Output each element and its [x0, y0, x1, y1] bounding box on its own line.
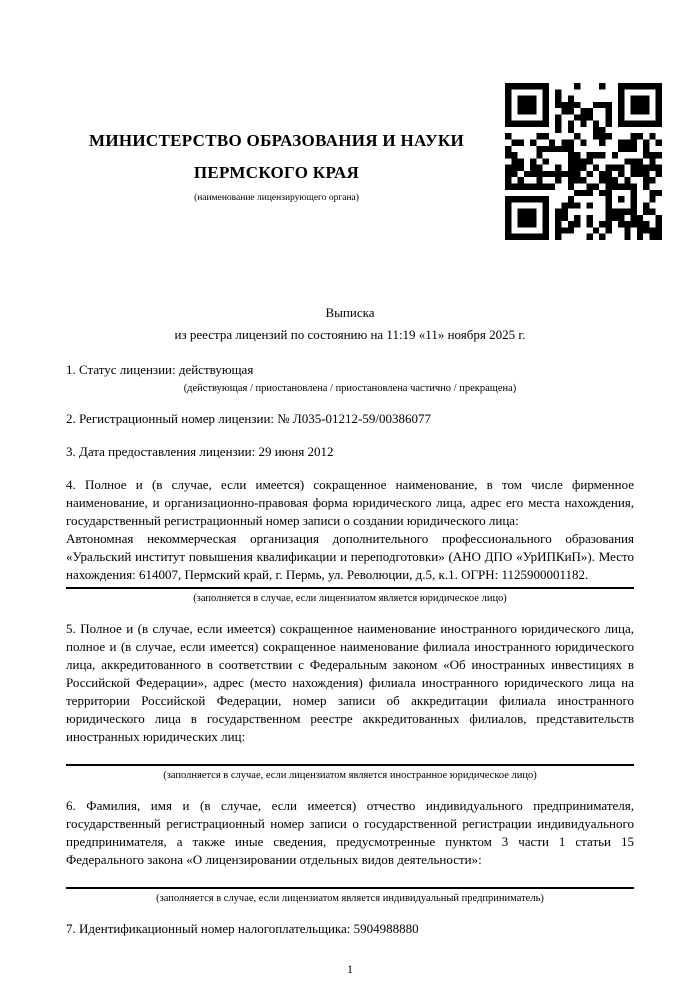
item-foreign-entity-info [66, 620, 634, 782]
registration-number-text: 2. Регистрационный номер лицензии: № Л035-01212-59/00386077 [66, 411, 432, 426]
foreign-entity-caption: (заполняется в случае, если лицензиатом является иностранное юридическое лицо) [163, 770, 537, 781]
item-license-status [66, 361, 634, 395]
document-subtitle: из реестра лицензий по состоянию на 11:19 «11» ноября 2025 г. [174, 327, 526, 342]
item-individual-entrepreneur-info [66, 797, 634, 905]
legal-entity-value: Автономная некоммерческая организация дополнительного профессионального образования «Уральский институт повышения квалификации и переподготовки» (АНО ДПО «УрИПКиП»). Место нахождения: 614007, Пермский край, г. Пермь, ул. Революции, д.5, к.1. ОГРН: 1125900001182. [66, 531, 634, 582]
taxpayer-id-text: 7. Идентификационный номер налогоплательщика: 5904988880 [66, 921, 419, 936]
page-number: 1 [347, 962, 353, 976]
foreign-entity-underline [66, 764, 634, 766]
individual-entrepreneur-value [66, 869, 634, 884]
document-body [0, 361, 700, 978]
document-title-block [0, 302, 700, 346]
licensing-authority-block [48, 83, 505, 205]
foreign-entity-value [66, 746, 634, 761]
foreign-entity-statement: 5. Полное и (в случае, если имеется) сокращенное наименование иностранного юридического лица, полное и (в случае, если имеется) сокращенное наименование филиала иностранного юридического лица, аккредитованного в соответствии с Федеральным законом «Об иностранных инвестициях в Российской Федерации», адрес (место нахождения) филиала иностранного юридического лица на территории Российской Федерации, номер записи об аккредитации филиала иностранного юридического лица в государственном реестре аккредитованных филиалов, представительств иностранных юридических лиц: [66, 621, 634, 744]
legal-entity-statement: 4. Полное и (в случае, если имеется) сокращенное наименование, в том числе фирменное наименование, и организационно-правовая форма юридического лица, адрес его места нахождения, государственный регистрационный номер записи о создании юридического лица: [66, 477, 634, 528]
document-header [0, 0, 700, 240]
individual-entrepreneur-caption: (заполняется в случае, если лицензиатом является индивидуальный предприниматель) [156, 893, 544, 904]
license-status-options-caption: (действующая / приостановлена / приостановлена частично / прекращена) [183, 383, 517, 394]
document-title: Выписка [325, 305, 375, 320]
item-registration-number [66, 410, 634, 428]
legal-entity-underline [66, 587, 634, 589]
ministry-name-line1: МИНИСТЕРСТВО ОБРАЗОВАНИЯ И НАУКИ [88, 131, 465, 150]
legal-entity-caption: (заполняется в случае, если лицензиатом является юридическое лицо) [193, 593, 507, 604]
item-license-grant-date [66, 443, 634, 461]
qr-code-icon [505, 83, 662, 240]
item-taxpayer-id [66, 920, 634, 938]
license-grant-date-text: 3. Дата предоставления лицензии: 29 июня 2012 [66, 444, 334, 459]
individual-entrepreneur-statement: 6. Фамилия, имя и (в случае, если имеется) отчество индивидуального предпринимателя, государственный регистрационный номер записи о государственной регистрации индивидуального предпринимателя, а также иные сведения, предусмотренные пунктом 3 части 1 статьи 15 Федерального закона «О лицензировании отдельных видов деятельности»: [66, 798, 634, 867]
individual-entrepreneur-underline [66, 887, 634, 889]
ministry-name-line2: ПЕРМСКОГО КРАЯ [193, 163, 360, 182]
license-status-text: 1. Статус лицензии: действующая [66, 362, 254, 377]
item-legal-entity-info [66, 476, 634, 605]
ministry-caption: (наименование лицензирующего органа) [194, 193, 359, 203]
